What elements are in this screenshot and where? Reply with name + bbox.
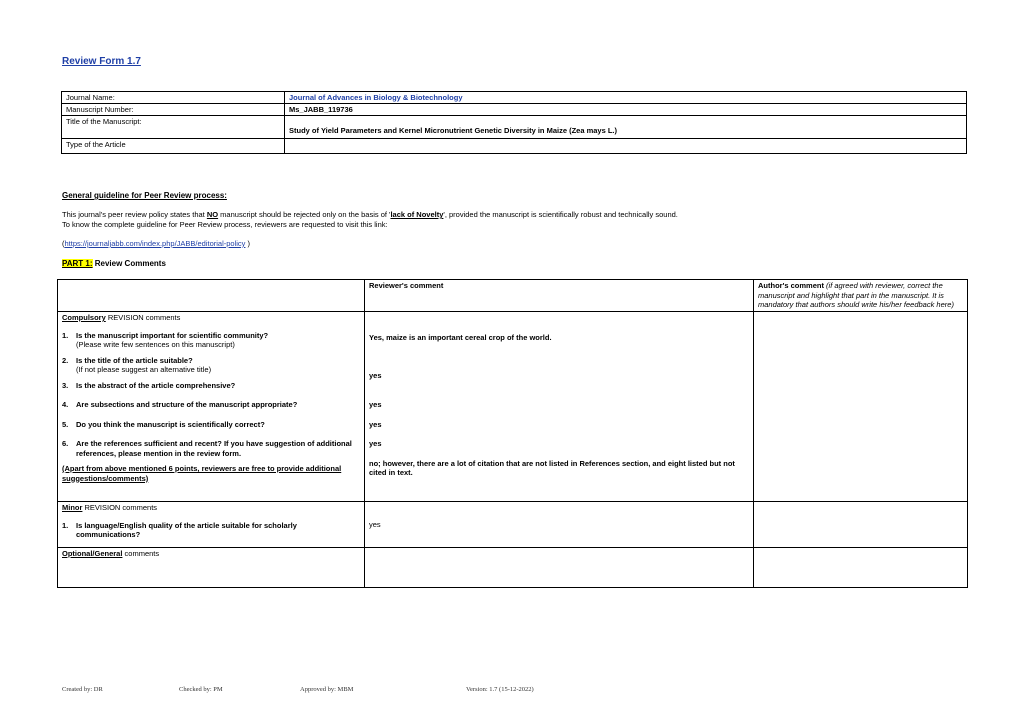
form-title: Review Form 1.7 — [62, 56, 141, 67]
guideline-no: NO — [206, 210, 219, 219]
minor-author-cell[interactable] — [754, 502, 968, 548]
editorial-policy-link[interactable]: https://journaljabb.com/index.php/JABB/editorial-policy — [64, 239, 246, 248]
footer-checked: Checked by: PM — [179, 686, 223, 693]
part1-title: Review Comments — [92, 259, 166, 268]
guideline-link-line — [62, 239, 250, 248]
footer-created: Created by: DR — [62, 686, 103, 693]
manuscript-number-label: Manuscript Number: — [62, 104, 285, 116]
part1-heading — [62, 259, 166, 268]
reviewer-comment-header: Reviewer's comment — [365, 280, 754, 312]
minor-question-cell — [58, 502, 365, 548]
minor-answer-cell — [365, 502, 754, 548]
guideline-line1-post: ', provided the manuscript is scientifically robust and technically sound. — [443, 210, 678, 219]
author-comment-header — [754, 280, 968, 312]
answer-4: yes — [369, 419, 382, 429]
compulsory-heading-u: Compulsory — [62, 313, 106, 322]
manuscript-info-table — [61, 91, 967, 154]
compulsory-row — [58, 312, 968, 502]
minor-answer: yes — [369, 520, 381, 529]
article-type-label: Type of the Article — [62, 139, 285, 154]
question-item — [62, 381, 360, 391]
answer-3: yes — [369, 400, 382, 409]
minor-question-list — [62, 521, 360, 540]
answer-5: yes — [369, 439, 382, 448]
question-item — [62, 356, 360, 375]
part1-label: PART 1: — [62, 259, 93, 268]
table-header-row — [58, 280, 968, 312]
guideline-heading: General guideline for Peer Review process: — [62, 191, 227, 200]
question-item — [62, 331, 360, 350]
table-row — [62, 104, 967, 116]
question-text: Is language/English quality of the article suitable for scholarly communications? — [76, 520, 297, 539]
blank-header-cell — [58, 280, 365, 312]
optional-author-cell[interactable] — [754, 547, 968, 587]
question-text: Is the title of the article suitable? — [76, 355, 193, 365]
compulsory-question-list — [62, 331, 360, 459]
question-text: Do you think the manuscript is scientifically correct? — [76, 419, 265, 429]
question-subtext: (If not please suggest an alternative title) — [76, 365, 212, 374]
optional-answer-cell[interactable] — [365, 547, 754, 587]
review-comments-table — [57, 279, 968, 588]
optional-row — [58, 547, 968, 587]
answer-6: no; however, there are a lot of citation that are not listed in References section, and eight listed but not cited in text. — [369, 458, 735, 477]
question-number: 2. — [62, 355, 69, 365]
question-number: 4. — [62, 400, 69, 409]
question-number: 5. — [62, 419, 69, 429]
guideline-line1-pre: This journal's peer review policy states that — [62, 210, 207, 219]
question-text: Are subsections and structure of the manuscript appropriate? — [76, 400, 298, 409]
optional-cell — [58, 547, 365, 587]
question-item — [62, 439, 360, 458]
footer-approved: Approved by: MBM — [300, 686, 354, 693]
manuscript-title-label: Title of the Manuscript: — [62, 116, 285, 139]
minor-row — [58, 502, 968, 548]
minor-heading-rest: REVISION comments — [82, 503, 158, 512]
question-number: 3. — [62, 380, 69, 390]
table-row — [62, 139, 967, 154]
question-text: Are the references sufficient and recent? If you have suggestion of additional references, please mention in the review form. — [76, 439, 352, 458]
minor-heading — [62, 503, 360, 513]
guideline-line1-mid: manuscript should be rejected only on the basis of ' — [218, 210, 391, 219]
link-open-paren: ( — [62, 239, 65, 248]
question-item — [62, 400, 360, 410]
answer-2: yes — [369, 370, 382, 380]
question-number: 1. — [62, 520, 69, 530]
table-row — [62, 92, 967, 104]
link-close-paren: ) — [245, 239, 251, 248]
author-comment-header-bold: Author's comment — [758, 281, 824, 290]
footer-version: Version: 1.7 (15-12-2022) — [466, 686, 534, 693]
compulsory-note: (Apart from above mentioned 6 points, reviewers are free to provide additional suggestions/comments) — [62, 464, 342, 483]
journal-name-value: Journal of Advances in Biology & Biotechnology — [285, 92, 967, 104]
guideline-line-2: To know the complete guideline for Peer Review process, reviewers are requested to visit this link: — [62, 220, 388, 229]
compulsory-answers-cell — [365, 312, 754, 502]
question-number: 1. — [62, 330, 69, 340]
compulsory-heading-rest: REVISION comments — [105, 313, 181, 322]
question-item — [62, 420, 360, 430]
article-type-value — [285, 139, 967, 154]
compulsory-heading — [62, 313, 360, 323]
guideline-line-1 — [62, 210, 962, 220]
journal-name-label: Journal Name: — [62, 92, 285, 104]
manuscript-title-value: Study of Yield Parameters and Kernel Micronutrient Genetic Diversity in Maize (Zea mays L.) — [285, 116, 967, 139]
question-number: 6. — [62, 439, 69, 448]
guideline-text — [62, 210, 962, 230]
question-item — [62, 521, 360, 540]
manuscript-number-value: Ms_JABB_119736 — [285, 104, 967, 116]
optional-heading-rest: comments — [122, 548, 160, 558]
question-text: Is the manuscript important for scientific community? — [76, 330, 269, 340]
compulsory-author-cell[interactable] — [754, 312, 968, 502]
answer-1: Yes, maize is an important cereal crop of the world. — [369, 333, 552, 342]
table-row — [62, 116, 967, 139]
guideline-novelty: lack of Novelty — [390, 210, 444, 219]
minor-heading-u: Minor — [62, 503, 83, 512]
optional-heading-u: Optional/General — [62, 548, 123, 558]
question-subtext: (Please write few sentences on this manuscript) — [76, 340, 235, 349]
author-comment-header-note: (if agreed with reviewer, correct the manuscript and highlight that part in the manuscript. It is mandatory that authors should write his/her feedback here) — [758, 281, 954, 309]
question-text: Is the abstract of the article comprehensive? — [76, 380, 236, 390]
compulsory-questions-cell — [58, 312, 365, 502]
